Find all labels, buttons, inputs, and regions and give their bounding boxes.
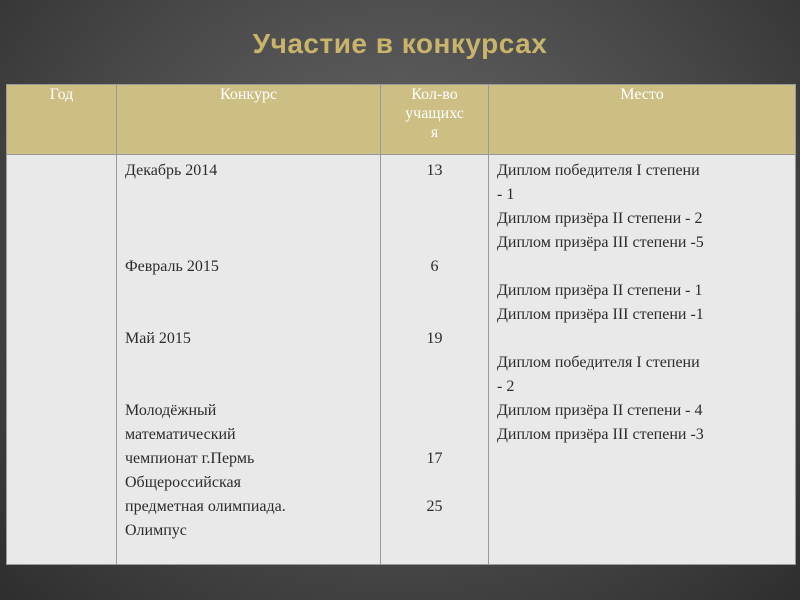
place-line: Диплом победителя I степени	[497, 354, 700, 371]
header-count-line3: я	[430, 124, 439, 141]
competition-line: Олимпус	[125, 522, 187, 539]
cell-year	[7, 155, 117, 565]
cell-counts	[381, 155, 489, 565]
place-line: Диплом победителя I степени	[497, 162, 700, 179]
count-value: 25	[426, 498, 443, 515]
place-line: Диплом призёра III степени -5	[497, 234, 704, 251]
year-value	[7, 155, 116, 564]
header-competition: Конкурс	[117, 85, 381, 155]
competitions-table	[6, 84, 796, 565]
place-line: Диплом призёра III степени -3	[497, 426, 704, 443]
header-count	[381, 85, 489, 155]
header-count-line1: Кол-во	[411, 86, 458, 103]
competition-line: Молодёжный	[125, 402, 217, 419]
count-value: 6	[430, 258, 439, 275]
count-value: 13	[426, 162, 443, 179]
table-header-row	[7, 85, 796, 155]
place-line: Диплом призёра III степени -1	[497, 306, 704, 323]
place-line: - 2	[497, 378, 515, 395]
count-value: 19	[426, 330, 443, 347]
count-value: 17	[426, 450, 443, 467]
slide-title: Участие в конкурсах	[252, 28, 548, 59]
place-line: Диплом призёра II степени - 1	[497, 282, 703, 299]
header-place: Место	[489, 85, 796, 155]
place-line: Диплом призёра II степени - 4	[497, 402, 703, 419]
competition-line: Общероссийская	[125, 474, 241, 491]
header-count-line2: учащихс	[405, 105, 464, 122]
competition-line: чемпионат г.Пермь	[125, 450, 255, 467]
cell-competitions	[117, 155, 381, 565]
cell-places	[489, 155, 796, 565]
table-row	[7, 155, 796, 565]
competition-line: математический	[125, 426, 236, 443]
competition-line: Май 2015	[125, 330, 191, 347]
competition-line: предметная олимпиада.	[125, 498, 286, 515]
header-year: Год	[7, 85, 117, 155]
place-line: Диплом призёра II степени - 2	[497, 210, 703, 227]
competition-line: Февраль 2015	[125, 258, 219, 275]
competition-line: Декабрь 2014	[125, 162, 218, 179]
place-line: - 1	[497, 186, 515, 203]
